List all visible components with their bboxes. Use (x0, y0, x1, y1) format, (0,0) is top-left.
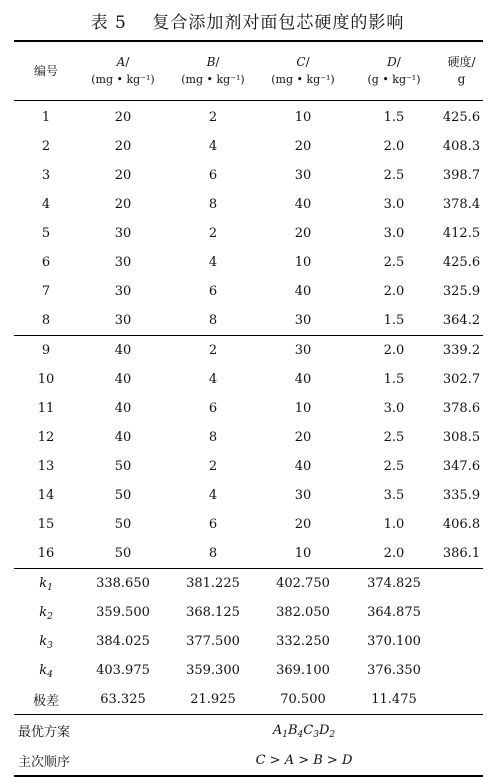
table-row (14, 510, 483, 539)
cell-hardness: 425.6 (442, 110, 481, 125)
cell-a: 50 (114, 517, 132, 532)
k-value: 359.500 (96, 605, 150, 620)
cell-a: 20 (114, 139, 132, 154)
cell-b: 8 (168, 306, 258, 336)
cell-c: 40 (294, 459, 312, 474)
cell-id: 8 (14, 306, 78, 336)
range-row (14, 685, 483, 715)
k-value: 369.100 (276, 663, 330, 678)
cell-hardness: 302.7 (442, 372, 481, 387)
table-row (14, 452, 483, 481)
table-title (0, 8, 495, 33)
cell-d: 2.5 (383, 459, 405, 474)
cell-c: 10 (258, 539, 348, 569)
cell-c: 40 (294, 372, 312, 387)
k-row (14, 598, 483, 627)
cell-a: 50 (114, 459, 132, 474)
cell-b: 4 (208, 139, 218, 154)
table-row (14, 394, 483, 423)
table-row (14, 190, 483, 219)
cell-c: 40 (294, 197, 312, 212)
k-value: 382.050 (276, 605, 330, 620)
cell-a: 40 (114, 401, 132, 416)
cell-hardness: 325.9 (442, 284, 481, 299)
cell-d: 1.5 (383, 110, 405, 125)
cell-hardness: 406.8 (442, 517, 481, 532)
cell-a: 40 (114, 343, 132, 358)
cell-a: 30 (114, 284, 132, 299)
cell-b: 2 (208, 226, 218, 241)
k-value: 403.975 (96, 663, 150, 678)
cell-b: 2 (208, 110, 218, 125)
table-row (14, 481, 483, 510)
k-value: 370.100 (367, 634, 421, 649)
header-factor-b: B/ (mg • kg⁻¹) (181, 55, 245, 86)
cell-hardness: 347.6 (442, 459, 481, 474)
cell-b: 8 (168, 539, 258, 569)
header-factor-d: D/ (g • kg⁻¹) (367, 55, 421, 86)
priority-order-row (14, 745, 483, 776)
cell-id: 14 (37, 488, 55, 503)
table-row (14, 277, 483, 306)
k-value: 402.750 (276, 576, 330, 591)
optimal-plan-row (14, 715, 483, 746)
table-row (14, 248, 483, 277)
cell-b: 6 (208, 517, 218, 532)
k-value: 377.500 (186, 634, 240, 649)
k-row (14, 627, 483, 656)
cell-b: 6 (208, 284, 218, 299)
k-rows (14, 569, 483, 715)
cell-a: 30 (78, 306, 168, 336)
cell-id: 10 (37, 372, 55, 387)
cell-a: 20 (114, 168, 132, 183)
cell-hardness: 425.6 (442, 255, 481, 270)
cell-b: 2 (208, 459, 218, 474)
conclusion-rows (14, 715, 483, 777)
priority-order-label: 主次顺序 (14, 745, 168, 776)
k-value: 384.025 (96, 634, 150, 649)
table-row (14, 101, 483, 133)
cell-id: 5 (41, 226, 51, 241)
cell-c: 20 (294, 517, 312, 532)
cell-id: 9 (41, 343, 51, 358)
cell-b: 6 (208, 168, 218, 183)
table-row (14, 132, 483, 161)
table-number: 表 5 (90, 13, 127, 33)
cell-c: 40 (294, 284, 312, 299)
k-value: 368.125 (186, 605, 240, 620)
cell-a: 30 (114, 226, 132, 241)
k-value: 374.825 (367, 576, 421, 591)
cell-c: 20 (294, 139, 312, 154)
cell-c: 30 (294, 343, 312, 358)
cell-b: 6 (208, 401, 218, 416)
cell-id: 16 (14, 539, 78, 569)
k-value: 338.650 (96, 576, 150, 591)
cell-hardness: 364.2 (440, 306, 483, 336)
table-row (14, 539, 483, 569)
cell-a: 40 (114, 430, 132, 445)
header-id: 编号 (33, 63, 58, 78)
cell-hardness: 378.6 (442, 401, 481, 416)
range-value: 11.475 (348, 685, 440, 715)
priority-order-value: C > A > B > D (168, 745, 440, 776)
cell-hardness: 408.3 (442, 139, 481, 154)
cell-hardness: 398.7 (442, 168, 481, 183)
cell-d: 2.0 (383, 343, 405, 358)
data-rows (14, 101, 483, 569)
k-value: 376.350 (367, 663, 421, 678)
k-value: 332.250 (276, 634, 330, 649)
optimal-plan-label: 最优方案 (18, 724, 71, 740)
cell-id: 1 (41, 110, 51, 125)
table-row (14, 423, 483, 452)
header-row (14, 41, 483, 101)
cell-b: 4 (208, 488, 218, 503)
range-value: 21.925 (168, 685, 258, 715)
cell-d: 1.5 (348, 306, 440, 336)
cell-c: 30 (294, 488, 312, 503)
cell-hardness: 335.9 (442, 488, 481, 503)
k-value: 359.300 (186, 663, 240, 678)
cell-a: 20 (114, 110, 132, 125)
table-row (14, 336, 483, 366)
cell-c: 20 (294, 430, 312, 445)
range-value: 63.325 (78, 685, 168, 715)
cell-d: 2.0 (348, 539, 440, 569)
header-factor-c: C/ (mg • kg⁻¹) (271, 55, 335, 86)
cell-d: 1.5 (383, 372, 405, 387)
cell-b: 2 (208, 343, 218, 358)
k-row (14, 569, 483, 599)
optimal-plan-value: $A_1B_4C_3D_2$ (272, 722, 336, 740)
cell-a: 30 (114, 255, 132, 270)
cell-a: 50 (114, 488, 132, 503)
cell-c: 20 (294, 226, 312, 241)
cell-hardness: 412.5 (442, 226, 481, 241)
cell-id: 15 (37, 517, 55, 532)
cell-c: 10 (294, 401, 312, 416)
k-label: $k_3$ (39, 634, 53, 651)
k-value: 364.875 (367, 605, 421, 620)
cell-c: 10 (294, 255, 312, 270)
cell-id: 4 (41, 197, 51, 212)
cell-a: 40 (114, 372, 132, 387)
header-factor-a: A/ (mg • kg⁻¹) (91, 55, 155, 86)
cell-id: 3 (41, 168, 51, 183)
cell-d: 2.5 (383, 168, 405, 183)
table-row (14, 365, 483, 394)
table-row (14, 161, 483, 190)
cell-b: 8 (208, 430, 218, 445)
table-caption: 复合添加剂对面包芯硬度的影响 (152, 13, 405, 33)
k-label: $k_2$ (39, 605, 53, 622)
table-row (14, 219, 483, 248)
cell-c: 30 (258, 306, 348, 336)
cell-c: 10 (294, 110, 312, 125)
cell-d: 3.0 (383, 197, 405, 212)
cell-d: 1.0 (383, 517, 405, 532)
cell-d: 2.5 (383, 255, 405, 270)
range-value: 70.500 (258, 685, 348, 715)
experiment-table (14, 40, 483, 777)
cell-d: 2.5 (383, 430, 405, 445)
cell-id: 6 (41, 255, 51, 270)
cell-d: 2.0 (383, 284, 405, 299)
range-label: 极差 (14, 685, 78, 715)
cell-hardness: 308.5 (442, 430, 481, 445)
cell-hardness: 386.1 (440, 539, 483, 569)
header-hardness: 硬度/ g (447, 55, 476, 86)
cell-d: 3.0 (383, 401, 405, 416)
cell-b: 4 (208, 255, 218, 270)
k-value: 381.225 (186, 576, 240, 591)
k-label: $k_1$ (39, 576, 53, 593)
cell-a: 20 (114, 197, 132, 212)
cell-id: 7 (41, 284, 51, 299)
cell-hardness: 339.2 (442, 343, 481, 358)
k-row (14, 656, 483, 685)
cell-c: 30 (294, 168, 312, 183)
cell-b: 4 (208, 372, 218, 387)
cell-d: 3.5 (383, 488, 405, 503)
cell-hardness: 378.4 (442, 197, 481, 212)
table-row (14, 306, 483, 336)
k-label: $k_4$ (39, 663, 53, 680)
cell-id: 2 (41, 139, 51, 154)
cell-b: 8 (208, 197, 218, 212)
cell-id: 11 (37, 401, 55, 416)
cell-id: 12 (37, 430, 55, 445)
cell-id: 13 (37, 459, 55, 474)
cell-d: 3.0 (383, 226, 405, 241)
cell-a: 50 (78, 539, 168, 569)
cell-d: 2.0 (383, 139, 405, 154)
